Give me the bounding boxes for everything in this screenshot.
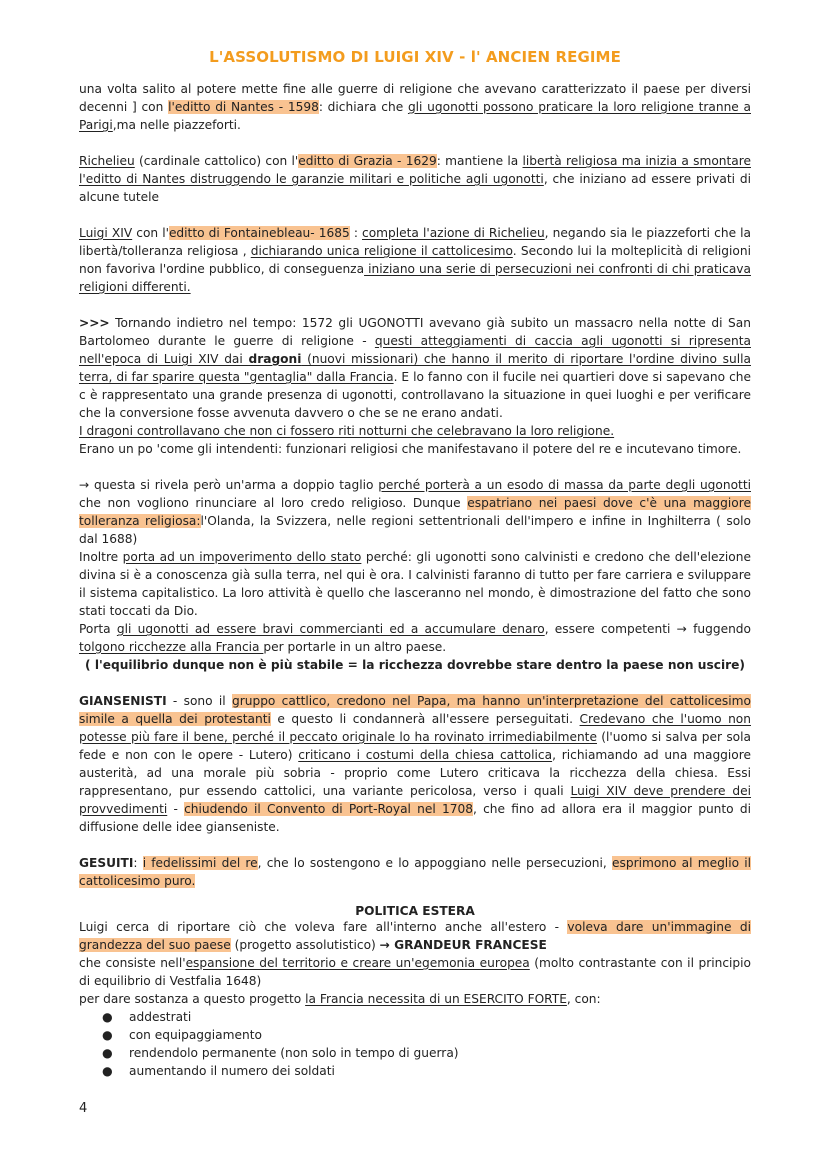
paragraph-espansione: [79, 954, 751, 990]
underlined-text: perché porterà a un esodo di massa da parte degli ugonotti: [378, 478, 751, 492]
paragraph-intendenti: [79, 440, 751, 458]
highlight: editto di Grazia - 1629: [298, 154, 437, 168]
highlight: espatriano nei paesi dove c'è una maggiore tolleranza religiosa:: [79, 496, 751, 528]
paragraph-fontainebleau: [79, 224, 751, 296]
underlined-text: Credevano che l'uomo non potesse più fare il bene, perché il peccato originale lo ha rovinato irrimediabilmente: [79, 712, 751, 744]
underlined-text: criticano i costumi della chiesa cattolica: [298, 748, 553, 762]
text: : mantiene la: [436, 154, 523, 168]
bold-heading: GESUITI: [79, 856, 134, 870]
highlight: chiudendo il Convento di Port-Royal nel 1708: [184, 802, 473, 816]
highlight: gruppo cattlico, credono nel Papa, ma hanno un'interpretazione del cattolicesimo simile a quella dei protestanti: [79, 694, 751, 726]
underlined-bold-text: dragoni: [248, 352, 302, 366]
underlined-text: Luigi XIV: [79, 226, 133, 240]
text: :: [349, 226, 362, 240]
underlined-text: gli ugonotti possono praticare la loro religione tranne a Parigi: [79, 100, 751, 132]
highlight: l'editto di Nantes - 1598: [168, 100, 319, 114]
text: con l': [132, 226, 169, 240]
bullet-icon: ●: [102, 1028, 113, 1042]
text: Inoltre: [79, 550, 123, 564]
text: ,ma nelle piazzeforti.: [112, 118, 241, 132]
paragraph-esodo: [79, 476, 751, 548]
text: , che iniziano ad essere privati di alcune tutele: [79, 172, 751, 204]
underlined-text: espansione del territorio e creare un'egemonia europea: [185, 956, 530, 970]
text: che non vogliono rinunciare al loro credo religioso. Dunque: [79, 496, 468, 510]
bullet-icon: ●: [102, 1046, 113, 1060]
text: (progetto assolutistico): [230, 938, 380, 952]
paragraph-gesuiti: [79, 854, 751, 890]
text: , negando sia le piazzeforti che la libertà/tolleranza religiosa ,: [79, 226, 751, 258]
text: per dare sostanza a questo progetto: [79, 992, 306, 1006]
list-item-text: addestrati: [129, 1010, 192, 1024]
text: Tornando indietro nel tempo: 1572 gli UGONOTTI avevano già subito un massacro nella notte di San Bartolomeo durante le guerre di religione -: [79, 316, 751, 348]
text: : dichiara che: [318, 100, 408, 114]
underlined-text: Luigi XIV deve prendere dei provvedimenti: [79, 784, 752, 816]
list-item-text: rendendolo permanente (non solo in tempo di guerra): [129, 1046, 459, 1060]
text: Porta: [79, 622, 117, 636]
text: , richiamando ad una maggiore austerità, ad una morale più sobria - proprio come Lutero criticava la ricchezza della chiesa. Essi rappresentano, pur essendo cattolici, una variante pericolosa, verso i quali: [79, 748, 752, 798]
text: - sono il: [166, 694, 232, 708]
text: , che lo sostengono e lo appoggiano nelle persecuzioni,: [257, 856, 612, 870]
text: (cardinale cattolico) con l': [134, 154, 299, 168]
text: l'Olanda, la Svizzera, nelle regioni settentrionali dell'impero e infine in Inghilterra ( solo dal 1688): [79, 514, 751, 546]
underlined-text: dichiarando unica religione il cattolicesimo: [250, 244, 513, 258]
underlined-text: porta ad un impoverimento dello stato: [122, 550, 362, 564]
text: -: [167, 802, 185, 816]
paragraph-politica-estera: [79, 918, 751, 954]
list-item: [102, 1044, 751, 1062]
list-item-text: con equipaggiamento: [129, 1028, 262, 1042]
bullet-icon: ●: [102, 1064, 113, 1078]
text: , che fino ad allora era il maggior punto di diffusione delle idee gianseniste.: [79, 802, 751, 834]
paragraph-dragoni: [79, 422, 751, 440]
paragraph-giansenisti: [79, 692, 751, 836]
paragraph-nantes: [79, 80, 751, 134]
page-title: L'ASSOLUTISMO DI LUIGI XIV - l' ANCIEN REGIME: [209, 48, 621, 66]
text: :: [133, 856, 143, 870]
text: , essere competenti → fuggendo: [544, 622, 751, 636]
underlined-text: gli ugonotti ad essere bravi commercianti ed a accumulare denaro: [116, 622, 545, 636]
arrow-marker: >>>: [79, 316, 110, 330]
document-page: [79, 48, 751, 1080]
underlined-text: (nuovi missionari) che hanno il merito di riportare l'ordine divino sulla terra, di far sparire questa "gentaglia" dalla Francia: [79, 352, 751, 384]
list-item-text: aumentando il numero dei soldati: [129, 1064, 335, 1078]
text: , con:: [566, 992, 601, 1006]
text: Luigi cerca di riportare ciò che voleva fare all'interno anche all'estero -: [79, 920, 568, 934]
underlined-text: questi atteggiamenti di caccia agli ugonotti si ripresenta nell'epoca di Luigi XIV dai: [79, 334, 751, 366]
text: una volta salito al potere mette fine alle guerre di religione che avevano caratterizzato il paese per diversi decenni ] con: [79, 82, 751, 114]
page-number: 4: [79, 1101, 88, 1116]
underlined-text: Richelieu: [79, 154, 135, 168]
paragraph-esercito: [79, 990, 751, 1008]
text: (molto contrastante con il principio di equilibrio di Vestfalia 1648): [79, 956, 752, 988]
underlined-text: iniziano una serie di persecuzioni nei confronti di chi praticava religioni differenti.: [79, 262, 751, 294]
text: perché: gli ugonotti sono calvinisti e credono che dell'elezione divina si è a conoscenza già sulla terra, nel qui è ora. I calvinisti faranno di tutto per fare carriera e sviluppare il sistema capitalistico. La loro attività è quello che lasceranno nel mondo, è dimostrazione del fatto che sono stati toccati da Dio.: [79, 550, 751, 618]
paragraph-richelieu: [79, 152, 751, 206]
army-list: [79, 1008, 751, 1080]
text: → questa si rivela però un'arma a doppio taglio: [79, 478, 379, 492]
text: . Secondo lui la molteplicità di religioni non favoriva l'ordine pubblico, di conseguenza: [79, 244, 751, 276]
list-item: [102, 1026, 751, 1044]
underlined-text: libertà religiosa ma inizia a smontare l'editto di Nantes distruggendo le garanzie militari e politiche agli ugonotti: [79, 154, 751, 186]
equilibrium-note: ( l'equilibrio dunque non è più stabile = la ricchezza dovrebbe stare dentro la paese non uscire): [85, 658, 745, 672]
text: che consiste nell': [79, 956, 186, 970]
paragraph-commercianti: [79, 620, 751, 656]
highlight: voleva dare un'immagine di grandezza del suo paese: [79, 920, 751, 952]
highlight: i fedelissimi del re: [142, 856, 258, 870]
section-title: POLITICA ESTERA: [355, 904, 475, 918]
underlined-text: la Francia necessita di un ESERCITO FORTE: [305, 992, 567, 1006]
text: per portarle in un altro paese.: [263, 640, 447, 654]
highlight: esprimono al meglio il cattolicesimo puro.: [79, 856, 751, 888]
paragraph-impoverimento: [79, 548, 751, 620]
text: Erano un po 'come gli intendenti: funzionari religiosi che manifestavano il potere del re e incutevano timore.: [79, 442, 742, 456]
paragraph-ugonotti: [79, 314, 751, 422]
list-item: [102, 1008, 751, 1026]
underlined-text: completa l'azione di Richelieu: [362, 226, 545, 240]
underlined-text: tolgono ricchezze alla Francia: [79, 640, 264, 654]
text: (l'uomo si salva per sola fede e non con le opere - Lutero): [79, 730, 751, 762]
list-item: [102, 1062, 751, 1080]
bold-text: → GRANDEUR FRANCESE: [379, 938, 547, 952]
highlight: editto di Fontainebleau- 1685: [168, 226, 350, 240]
bold-heading: GIANSENISTI: [79, 694, 167, 708]
text: e questo li condannerà all'essere perseguitati.: [270, 712, 580, 726]
text: . E lo fanno con il fucile nei quartieri dove si sapevano che c è rappresentato una grande presenza di ugonotti, controllavano la situazione in quei luoghi e per verificare che la conversione fosse avvenuta davvero o che se ne erano andati.: [79, 370, 752, 420]
underlined-text: I dragoni controllavano che non ci fossero riti notturni che celebravano la loro religione.: [79, 424, 615, 438]
bullet-icon: ●: [102, 1010, 113, 1024]
